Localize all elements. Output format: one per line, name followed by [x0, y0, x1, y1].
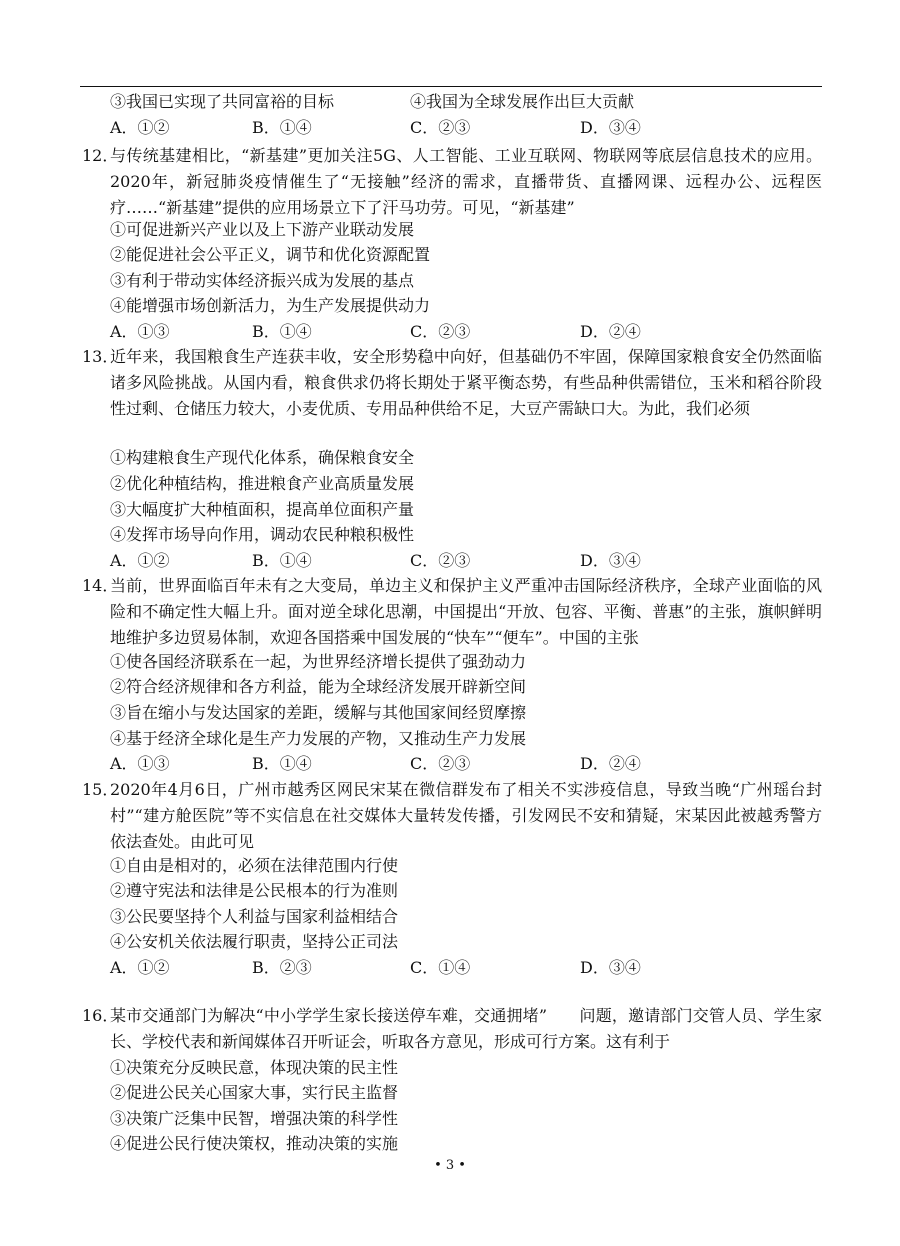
q14-options: [110, 754, 810, 774]
q15-option-a: A．①②: [110, 958, 170, 977]
q16-number: 16．: [82, 1006, 119, 1025]
q12-options: [110, 322, 810, 342]
q11-option-a: A．①②: [110, 118, 170, 137]
q13-number: 13．: [82, 347, 119, 366]
q15-stem: 2020年4月6日，广州市越秀区网民宋某在微信群发布了相关不实涉疫信息，导致当晚“广州瑶台封村”“建方舱医院”等不实信息在社交媒体大量转发传播，引发网民不安和猜疑，宋某因此被越秀警方依法查处。由此可见: [110, 780, 822, 851]
q15-item-3: ③公民要坚持个人利益与国家利益相结合: [110, 907, 399, 926]
q14-option-c: C．②③: [410, 754, 471, 773]
q13-item-3: ③大幅度扩大种植面积，提高单位面积产量: [110, 500, 415, 519]
q14-item-1: ①使各国经济联系在一起，为世界经济增长提供了强劲动力: [110, 652, 527, 671]
header-rule: [80, 86, 822, 87]
q13-stem: 近年来，我国粮食生产连获丰收，安全形势稳中向好，但基础仍不牢固，保障国家粮食安全仍然面临诸多风险挑战。从国内看，粮食供求仍将长期处于紧平衡态势，有些品种供需错位，玉米和稻谷阶段性过剩、仓储压力较大，小麦优质、专用品种供给不足，大豆产需缺口大。为此，我们必须: [110, 347, 822, 418]
q12-option-c: C．②③: [410, 322, 471, 341]
q14-item-3: ③旨在缩小与发达国家的差距，缓解与其他国家间经贸摩擦: [110, 703, 527, 722]
q13-option-b: B．①④: [252, 551, 312, 570]
q14-stem: 当前，世界面临百年未有之大变局，单边主义和保护主义严重冲击国际经济秩序，全球产业面临的风险和不确定性大幅上升。面对逆全球化思潮，中国提出“开放、包容、平衡、普惠”的主张，旗帜鲜明地维护多边贸易体制，欢迎各国搭乘中国发展的“快车”“便车”。中国的主张: [110, 576, 822, 647]
q16-item-3: ③决策广泛集中民智，增强决策的科学性: [110, 1109, 399, 1128]
q12-item-2: ②能促进社会公平正义，调节和优化资源配置: [110, 245, 431, 264]
q12-item-1: ①可促进新兴产业以及上下游产业联动发展: [110, 220, 415, 239]
q13-item-2: ②优化种植结构，推进粮食产业高质量发展: [110, 474, 415, 493]
q15-option-b: B．②③: [252, 958, 312, 977]
q16-item-2: ②促进公民关心国家大事，实行民主监督: [110, 1083, 399, 1102]
q14-item-2: ②符合经济规律和各方利益，能为全球经济发展开辟新空间: [110, 677, 527, 696]
q13-options: [110, 551, 810, 571]
q15-option-c: C．①④: [410, 958, 471, 977]
q11-item-3: ③我国已实现了共同富裕的目标: [110, 92, 335, 111]
q11-option-c: C．②③: [410, 118, 471, 137]
q12-option-a: A．①③: [110, 322, 170, 341]
page-number: • 3 •: [434, 1158, 466, 1173]
q13-option-a: A．①②: [110, 551, 170, 570]
q15-options: [110, 958, 810, 978]
q12-item-4: ④能增强市场创新活力，为生产发展提供动力: [110, 296, 431, 315]
q13-option-d: D．③④: [580, 551, 641, 570]
q16-item-4: ④促进公民行使决策权，推动决策的实施: [110, 1134, 399, 1153]
q12-option-b: B．①④: [252, 322, 312, 341]
q15-item-1: ①自由是相对的，必须在法律范围内行使: [110, 856, 399, 875]
q11-item-4: ④我国为全球发展作出巨大贡献: [410, 92, 635, 111]
q15-number: 15．: [82, 780, 119, 799]
q11-option-b: B．①④: [252, 118, 312, 137]
q14-item-4: ④基于经济全球化是生产力发展的产物，又推动生产力发展: [110, 729, 527, 748]
q12-number: 12．: [82, 146, 119, 165]
q14-number: 14．: [82, 576, 119, 595]
q15-item-2: ②遵守宪法和法律是公民根本的行为准则: [110, 881, 399, 900]
q15-option-d: D．③④: [580, 958, 641, 977]
q12-option-d: D．②④: [580, 322, 641, 341]
q13-option-c: C．②③: [410, 551, 471, 570]
q11-options: [110, 118, 810, 138]
q16-item-1: ①决策充分反映民意，体现决策的民主性: [110, 1058, 399, 1077]
q12-stem: 与传统基建相比，“新基建”更加关注5G、人工智能、工业互联网、物联网等底层信息技术的应用。2020年，新冠肺炎疫情催生了“无接触”经济的需求，直播带货、直播网课、远程办公、远程医疗……“新基建”提供的应用场景立下了汗马功劳。可见，“新基建”: [110, 146, 822, 217]
q14-option-d: D．②④: [580, 754, 641, 773]
q12-item-3: ③有利于带动实体经济振兴成为发展的基点: [110, 271, 415, 290]
q11-option-d: D．③④: [580, 118, 641, 137]
q15-item-4: ④公安机关依法履行职责，坚持公正司法: [110, 932, 399, 951]
q13-item-4: ④发挥市场导向作用，调动农民种粮积极性: [110, 525, 415, 544]
q13-item-1: ①构建粮食生产现代化体系，确保粮食安全: [110, 448, 415, 467]
q14-option-a: A．①③: [110, 754, 170, 773]
q16-stem: 某市交通部门为解决“中小学学生家长接送停车难，交通拥堵” 问题，邀请部门交管人员、学生家长、学校代表和新闻媒体召开听证会，听取各方意见，形成可行方案。这有利于: [110, 1006, 822, 1051]
q14-option-b: B．①④: [252, 754, 312, 773]
